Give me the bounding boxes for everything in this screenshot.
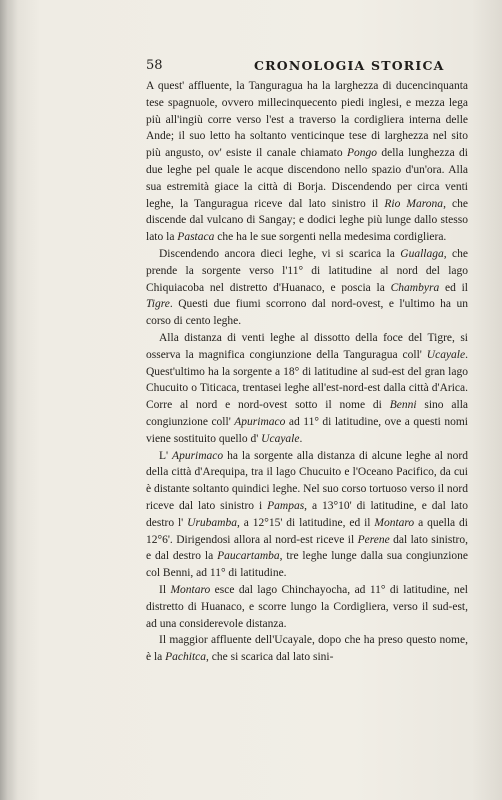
running-title: CRONOLOGIA STORICA [254,58,445,73]
paragraph [146,582,468,632]
text-run: ed il [439,281,468,294]
italic-term: Apurimaco [172,449,224,462]
italic-term: Perene [357,533,390,546]
italic-term: Ucayale [426,348,466,361]
text-run: , che si scarica dal lato sini- [206,651,334,664]
paragraph [146,246,468,330]
text-run: , tre leghe lunge dalla sua congiunzione col Benni, ad 11° di latitudine. [146,550,469,580]
text-run: . Quest'ultimo ha la sorgente a 18° di latitudine al sud-est del gran lago Chucuito o Titicaca, trentasei leghe all'est-nord-est dalla città d'Arica. Corre al nord e nord-ovest sotto il nome di [146,348,468,412]
text-run: ad 11° di latitudine, ove a questi nomi viene sostituito quello d' [146,415,468,445]
page-number: 58 [146,58,163,73]
text-run: ha la sorgente alla distanza di alcune leghe al nord della città d'Arequipa, tra il lago Chucuito e l'Oceano Pacifico, da cui è distante soltanto quindici leghe. Nel suo corso tortuoso verso il nord riceve dal lato sinistro i [146,449,468,512]
text-run: che ha le sue sorgenti nella medesima cordigliera. [214,231,447,244]
text-run: dal lato sinistro, e dal destro la [146,533,468,563]
text-run: A quest' affluente, la Tanguragua ha la larghezza di ducencinquanta tese spagnuole, ovvero millecinquecento piedi inglesi, e mezza lega più all'ingiù corre verso l'est a traverso la cordigliera interna delle Ande; il suo letto ha soltanto venticinque tese di larghezza nel sito più angusto, ov' esiste il canale chiamato [146,80,468,160]
text-run: . [299,432,303,445]
italic-term: Benni [389,399,417,412]
text-run: , a 12°15' di latitudine, ed il [237,516,375,529]
page-edge-shade [472,0,502,800]
italic-term: Urubamba [187,516,237,529]
body-text [146,78,468,666]
text-run: sino alla congiunzione coll' [146,399,468,428]
text-run: Il [159,583,171,596]
italic-term: Montaro [374,516,415,529]
text-run: Il maggior affluente dell'Ucayale, dopo che ha preso questo nome, è la [146,634,468,664]
italic-term: Apurimaco [234,415,286,428]
italic-term: Paucartamba [217,550,280,563]
paragraph [146,78,468,246]
italic-term: Tigre [146,298,170,311]
italic-term: Guallaga [400,247,444,260]
text-run: esce dal lago Chinchayocha, ad 11° di latitudine, nel distretto di Huanaco, e scorre lungo la Cordigliera, verso il sud-est, ad una considerevole distanza. [146,583,469,630]
italic-term: Pachitca [165,651,207,664]
italic-term: Rio Marona [384,197,444,210]
text-run: Discendendo ancora dieci leghe, vi si scarica la [159,247,401,260]
text-run: . Questi due fiumi scorrono dal nord-ovest, e l'ultimo ha un corso di cento leghe. [146,298,468,328]
italic-term: Pampas [267,499,305,512]
text-run: , a 13°10' di latitudine, e dal lato destro l' [146,499,468,529]
italic-term: Pongo [346,147,377,160]
italic-term: Ucayale [261,432,300,445]
text-run: L' [159,449,173,462]
page-header [146,58,462,76]
italic-term: Pastaca [177,231,215,244]
paragraph [146,330,468,448]
italic-term: Montaro [170,583,211,596]
text-run: della lunghezza di due leghe pel quale le acque discendono nello spazio d'un'ora. Alla sua estremità giace la città di Borja. Discendendo per circa venti leghe, la Tanguragua riceve dal lato sinistro il [146,147,468,210]
page-binding-shadow [0,0,18,800]
text-run: Alla distanza di venti leghe al dissotto della foce del Tigre, si osserva la magnifica congiunzione della Tanguragua coll' [146,331,468,361]
text-run: a quella di 12°6'. Dirigendosi allora al nord-est riceve il [146,516,468,546]
text-run: , che discende dal vulcano di Sangay; e dodici leghe più lunge dallo stesso lato la [146,197,468,244]
italic-term: Chambyra [390,281,440,294]
paragraph [146,448,468,582]
text-run: , che prende la sorgente verso l'11° di latitudine al nord del lago Chiquiacoba nel distretto d'Huanaco, e poscia la [146,247,469,294]
paragraph [146,632,468,666]
